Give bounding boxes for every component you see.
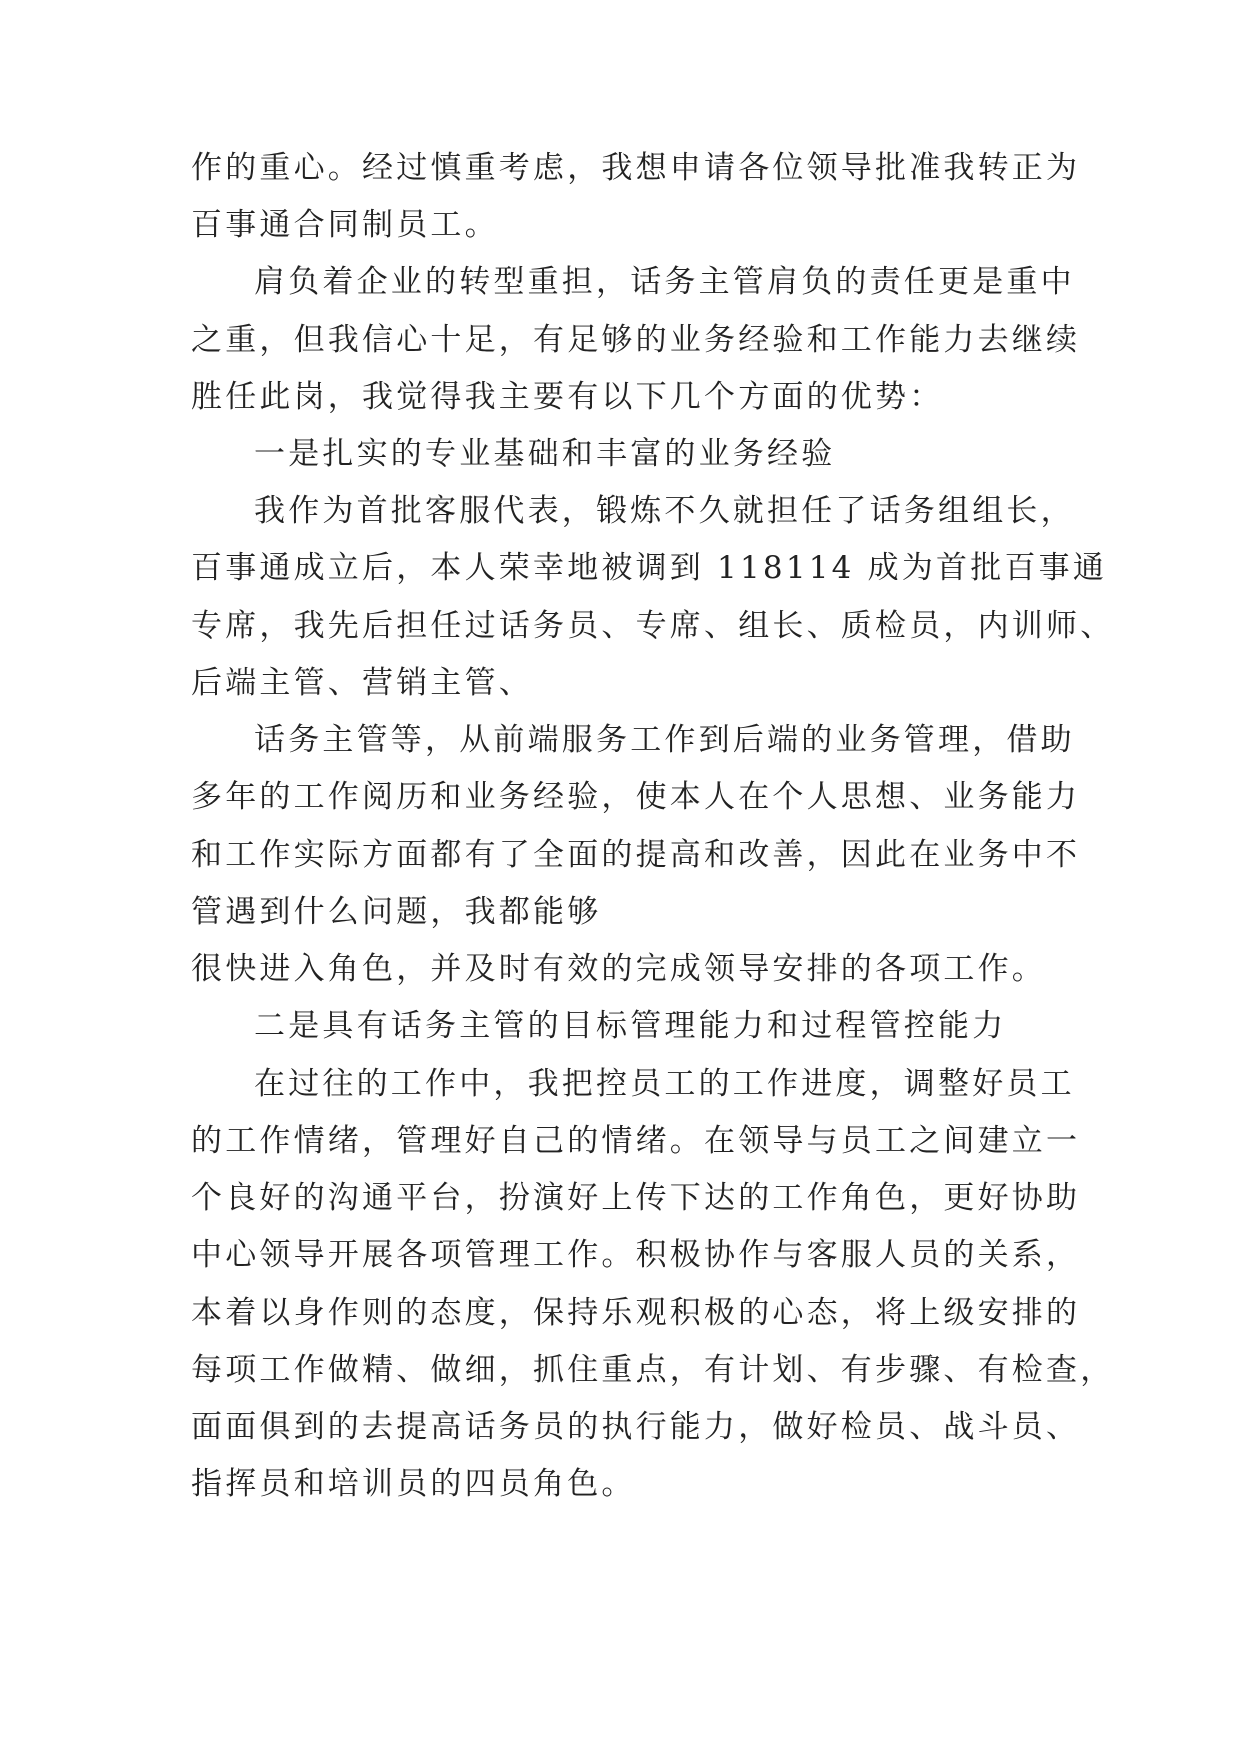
text-line: 和工作实际方面都有了全面的提高和改善，因此在业务中不	[191, 837, 1081, 873]
text-line: 肩负着企业的转型重担，话务主管肩负的责任更是重中	[254, 264, 1075, 300]
text-line: 多年的工作阅历和业务经验，使本人在个人思想、业务能力	[191, 779, 1081, 815]
text-line: 作的重心。经过慎重考虑，我想申请各位领导批准我转正为	[191, 150, 1081, 186]
text-line: 中心领导开展各项管理工作。积极协作与客服人员的关系，	[191, 1237, 1081, 1273]
text-line: 管遇到什么问题，我都能够	[191, 894, 602, 930]
text-line: 百事通成立后，本人荣幸地被调到 118114 成为首批百事通	[191, 550, 1108, 586]
text-line: 个良好的沟通平台，扮演好上传下达的工作角色，更好协助	[191, 1180, 1081, 1216]
text-line: 的工作情绪，管理好自己的情绪。在领导与员工之间建立一	[191, 1123, 1081, 1159]
text-line: 面面俱到的去提高话务员的执行能力，做好检员、战斗员、	[191, 1409, 1081, 1445]
section-heading: 二是具有话务主管的目标管理能力和过程管控能力	[254, 1008, 1007, 1044]
text-line: 我作为首批客服代表，锻炼不久就担任了话务组组长，	[254, 493, 1075, 529]
text-line: 在过往的工作中，我把控员工的工作进度，调整好员工	[254, 1066, 1075, 1102]
text-line: 后端主管、营销主管、	[191, 665, 533, 701]
text-line: 专席，我先后担任过话务员、专席、组长、质检员，内训师、	[191, 608, 1115, 644]
text-line: 很快进入角色，并及时有效的完成领导安排的各项工作。	[191, 951, 1046, 987]
text-line: 胜任此岗，我觉得我主要有以下几个方面的优势：	[191, 379, 944, 415]
section-heading: 一是扎实的专业基础和丰富的业务经验	[254, 436, 836, 472]
text-line: 之重，但我信心十足，有足够的业务经验和工作能力去继续	[191, 322, 1081, 358]
text-line: 本着以身作则的态度，保持乐观积极的心态，将上级安排的	[191, 1295, 1081, 1331]
text-line: 话务主管等，从前端服务工作到后端的业务管理，借助	[254, 722, 1075, 758]
text-line: 百事通合同制员工。	[191, 207, 499, 243]
text-line: 指挥员和培训员的四员角色。	[191, 1466, 636, 1502]
text-line: 每项工作做精、做细，抓住重点，有计划、有步骤、有检查，	[191, 1352, 1115, 1388]
